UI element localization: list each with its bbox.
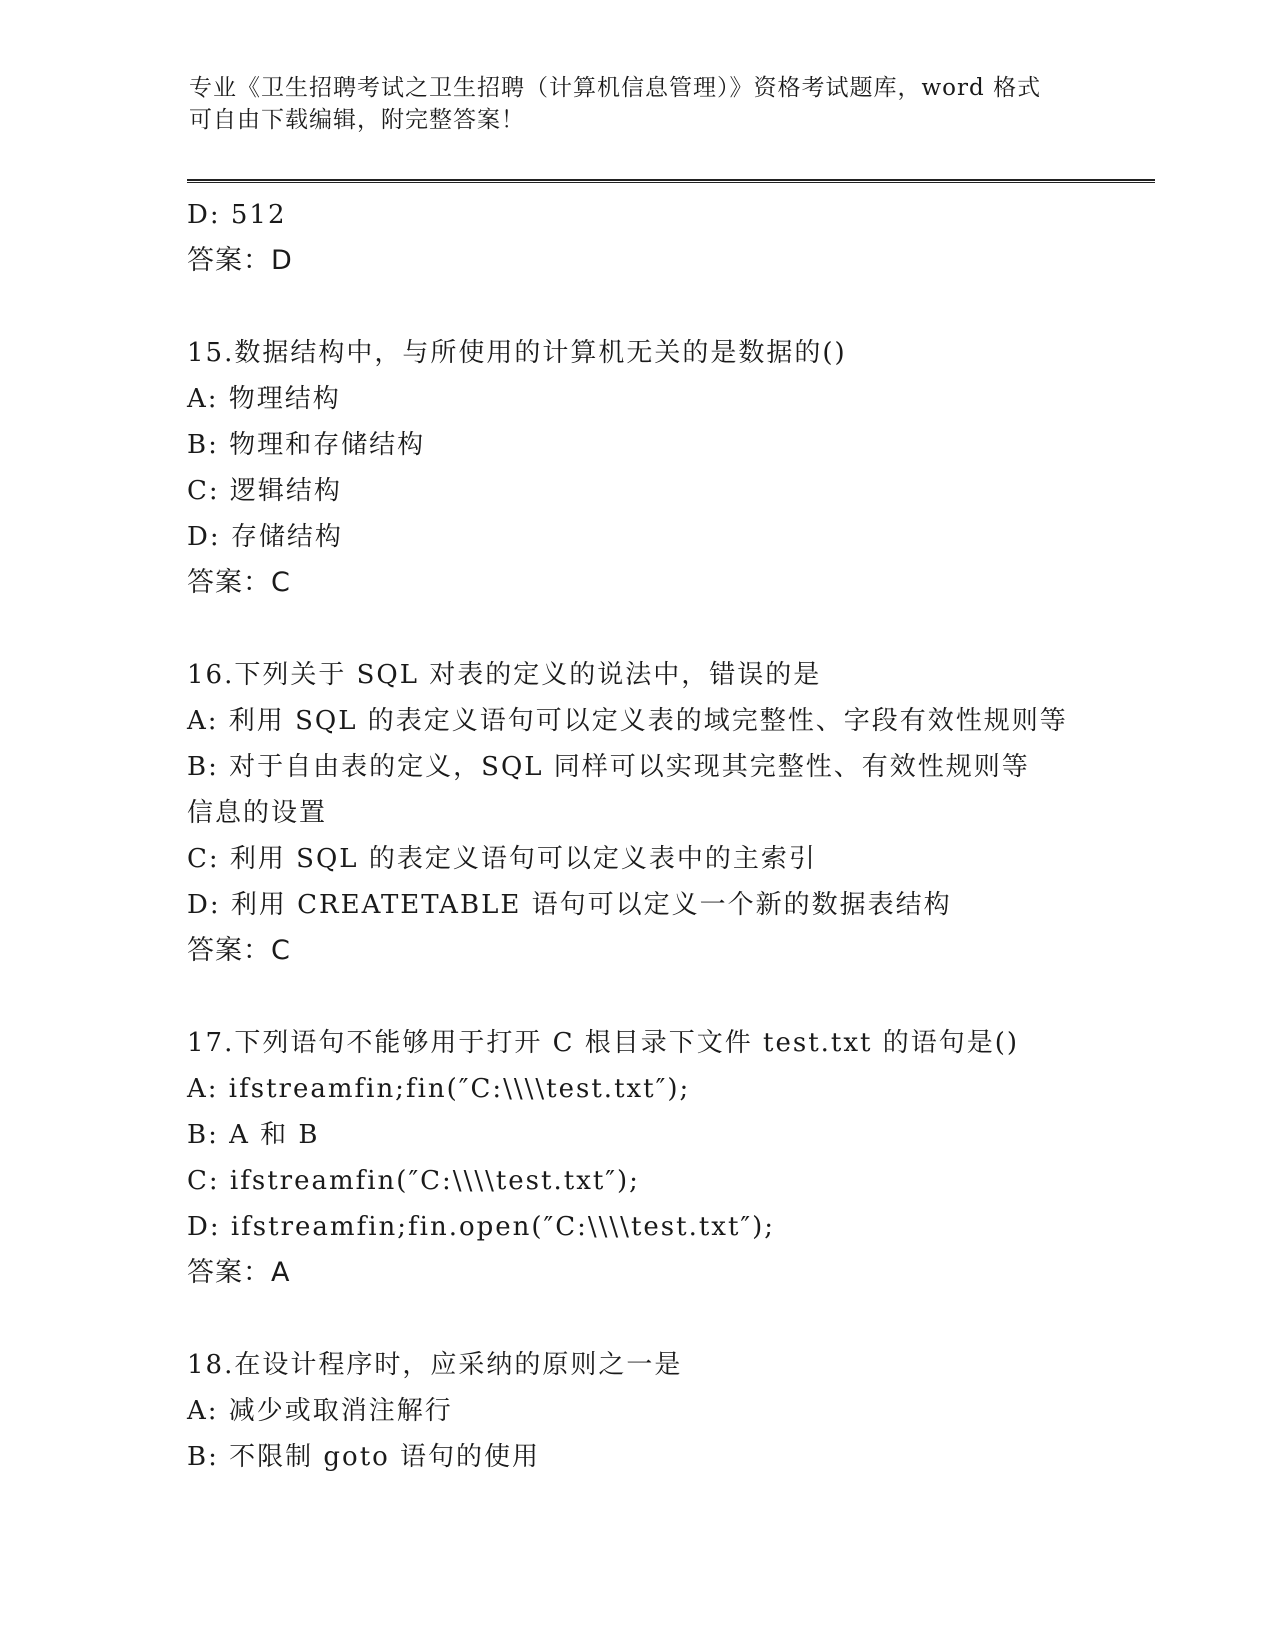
question-16	[187, 652, 1087, 974]
option-b: B: A 和 B	[187, 1120, 320, 1150]
option-a: A: 减少或取消注解行	[187, 1396, 453, 1426]
answer-line: 答案：C	[187, 935, 291, 966]
option-b: B: 对于自由表的定义，SQL 同样可以实现其完整性、有效性规则等信息的设置	[187, 752, 1030, 828]
question-18	[187, 1342, 1087, 1480]
option-c: C: 逻辑结构	[187, 476, 342, 506]
option-d: D: 存储结构	[187, 522, 343, 552]
question-15	[187, 330, 1087, 606]
question-stem: 15.数据结构中，与所使用的计算机无关的是数据的()	[187, 338, 847, 368]
page-header	[189, 72, 1069, 136]
option-c: C: 利用 SQL 的表定义语句可以定义表中的主索引	[187, 844, 817, 874]
answer-line: 答案：C	[187, 567, 291, 598]
header-divider	[187, 179, 1155, 183]
option-b: B: 物理和存储结构	[187, 430, 426, 460]
header-line-2: 可自由下载编辑，附完整答案！	[189, 107, 525, 133]
option-a: A: 物理结构	[187, 384, 341, 414]
option-c: C: ifstreamfin(″C:\\\\test.txt″);	[187, 1166, 640, 1196]
question-17	[187, 1020, 1087, 1296]
option-d: D: ifstreamfin;fin.open(″C:\\\\test.txt″);	[187, 1212, 776, 1242]
option-a: A: ifstreamfin;fin(″C:\\\\test.txt″);	[187, 1074, 691, 1104]
question-stem: 18.在设计程序时，应采纳的原则之一是	[187, 1350, 683, 1380]
question-stem: 17.下列语句不能够用于打开 C 根目录下文件 test.txt 的语句是()	[187, 1028, 1020, 1058]
answer-line: 答案：A	[187, 1257, 291, 1288]
option-d: D: 利用 CREATETABLE 语句可以定义一个新的数据表结构	[187, 890, 952, 920]
option-b: B: 不限制 goto 语句的使用	[187, 1442, 541, 1472]
question-stem: 16.下列关于 SQL 对表的定义的说法中，错误的是	[187, 660, 822, 690]
header-line-1: 专业《卫生招聘考试之卫生招聘（计算机信息管理）》资格考试题库，word 格式	[189, 75, 1042, 101]
option-d: D: 512	[187, 200, 287, 230]
question-14-tail	[187, 192, 1087, 284]
answer-line: 答案：D	[187, 245, 293, 276]
option-a: A: 利用 SQL 的表定义语句可以定义表的域完整性、字段有效性规则等	[187, 706, 1068, 736]
question-list	[187, 192, 1087, 1480]
